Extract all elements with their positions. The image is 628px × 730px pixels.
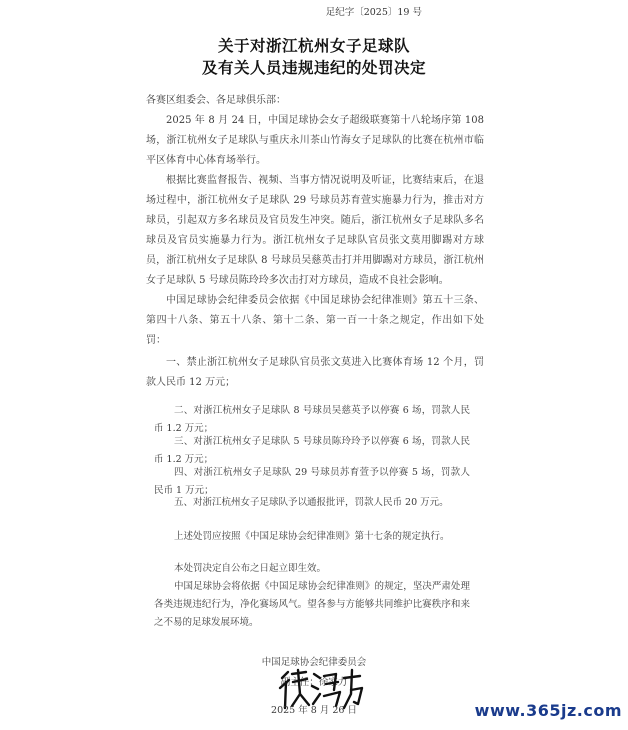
chair-line: 副主任：徐家力 xyxy=(280,677,348,688)
paragraph-findings: 根据比赛监督报告、视频、当事方情况说明及听证，比赛结束后，在退场过程中，浙江杭州女子足球队 29 号球员苏育萱实施暴力行为，推击对方球员，引起双方多名球员及官员发生冲突。随后，浙江杭州女子足球队多名球员及官员实施暴力行为。浙江杭州女子足球队官员张文莫用脚踢对方球员，浙江杭州女子足球队 8 号球员吴慈英击打并用脚踢对方球员，浙江杭州女子足球队 5 号球员陈玲玲多次击打对方球员，造成不良社会影响。 xyxy=(146,175,484,286)
paragraph-basis: 中国足球协会纪律委员会依据《中国足球协会纪律准则》第五十三条、第四十八条、第五十八条、第十二条、第一百一十条之规定，作出如下处罚： xyxy=(146,295,484,346)
site-watermark: www.365jz.com xyxy=(474,701,622,720)
date: 2025 年 8 月 26 日 xyxy=(271,705,357,716)
paragraph-effective: 本处罚决定自公布之日起立即生效。 xyxy=(174,563,327,574)
paragraph-execution: 上述处罚应按照《中国足球协会纪律准则》第十七条的规定执行。 xyxy=(174,531,450,542)
paragraph-incident: 2025 年 8 月 24 日，中国足球协会女子超级联赛第十八轮场序第 108 场，浙江杭州女子足球队与重庆永川茶山竹海女子足球队的比赛在杭州市临平区体育中心体育场举行。 xyxy=(146,115,484,166)
penalty-item-4: 四、对浙江杭州女子足球队 29 号球员苏育萱予以停赛 5 场，罚款人民币 1 万元； xyxy=(154,467,470,496)
document-number: 足纪字〔2025〕19 号 xyxy=(325,7,422,18)
penalty-item-2: 二、对浙江杭州女子足球队 8 号球员吴慈英予以停赛 6 场，罚款人民币 1.2 万元； xyxy=(154,405,470,434)
salutation: 各赛区组委会、各足球俱乐部： xyxy=(146,95,286,106)
paragraph-statement: 中国足球协会将依据《中国足球协会纪律准则》的规定，坚决严肃处理各类违规违纪行为，净化赛场风气。望各参与方能够共同维护比赛秩序和来之不易的足球发展环境。 xyxy=(154,581,470,628)
title-line-1: 关于对浙江杭州女子足球队 xyxy=(217,36,410,55)
penalty-item-3: 三、对浙江杭州女子足球队 5 号球员陈玲玲予以停赛 6 场，罚款人民币 1.2 万元； xyxy=(154,436,470,465)
title-line-2: 及有关人员违规违纪的处罚决定 xyxy=(201,58,426,77)
penalty-item-5: 五、对浙江杭州女子足球队予以通报批评，罚款人民币 20 万元。 xyxy=(174,497,449,508)
issuer-name: 中国足球协会纪律委员会 xyxy=(261,657,367,668)
penalty-item-1: 一、禁止浙江杭州女子足球队官员张文莫进入比赛体育场 12 个月，罚款人民币 12 万元； xyxy=(146,357,484,388)
